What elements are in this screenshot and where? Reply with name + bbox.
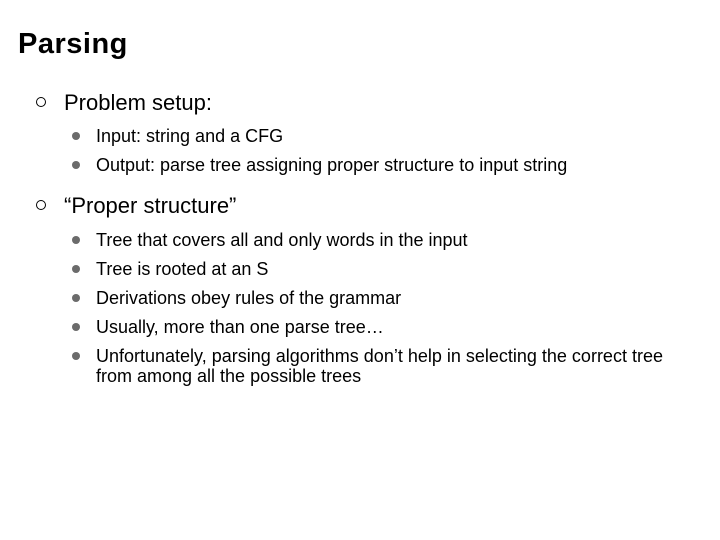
list-item-text: Input: string and a CFG — [96, 126, 284, 146]
list-item — [0, 259, 720, 279]
list-item-text: Tree is rooted at an S — [96, 259, 269, 279]
sub-bullet-list — [0, 230, 720, 386]
list-item — [0, 346, 720, 386]
section-problem-setup — [0, 90, 720, 184]
section-proper-structure — [0, 193, 720, 386]
list-item — [0, 317, 720, 337]
list-item-text: Tree that covers all and only words in the input — [96, 230, 468, 250]
hollow-circle-bullet-icon — [36, 97, 46, 107]
list-item — [0, 288, 720, 308]
list-item-text: Usually, more than one parse tree… — [96, 317, 384, 337]
section-heading — [0, 90, 720, 116]
list-item — [0, 230, 720, 250]
filled-circle-bullet-icon — [72, 294, 80, 302]
section-heading-text: Problem setup: — [64, 90, 212, 115]
list-item — [0, 126, 720, 146]
filled-circle-bullet-icon — [72, 352, 80, 360]
list-item-text: Output: parse tree assigning proper structure to input string — [96, 155, 568, 175]
slide-title: Parsing — [18, 28, 128, 60]
sub-bullet-list — [0, 126, 720, 175]
filled-circle-bullet-icon — [72, 323, 80, 331]
hollow-circle-bullet-icon — [36, 200, 46, 210]
section-heading-text: “Proper structure” — [64, 193, 237, 218]
filled-circle-bullet-icon — [72, 132, 80, 140]
list-item-text: Derivations obey rules of the grammar — [96, 288, 402, 308]
list-item — [0, 155, 720, 175]
filled-circle-bullet-icon — [72, 265, 80, 273]
list-item-text: Unfortunately, parsing algorithms don’t help in selecting the correct tree from among all the possible trees — [96, 346, 663, 386]
filled-circle-bullet-icon — [72, 236, 80, 244]
section-heading — [0, 193, 720, 219]
filled-circle-bullet-icon — [72, 161, 80, 169]
